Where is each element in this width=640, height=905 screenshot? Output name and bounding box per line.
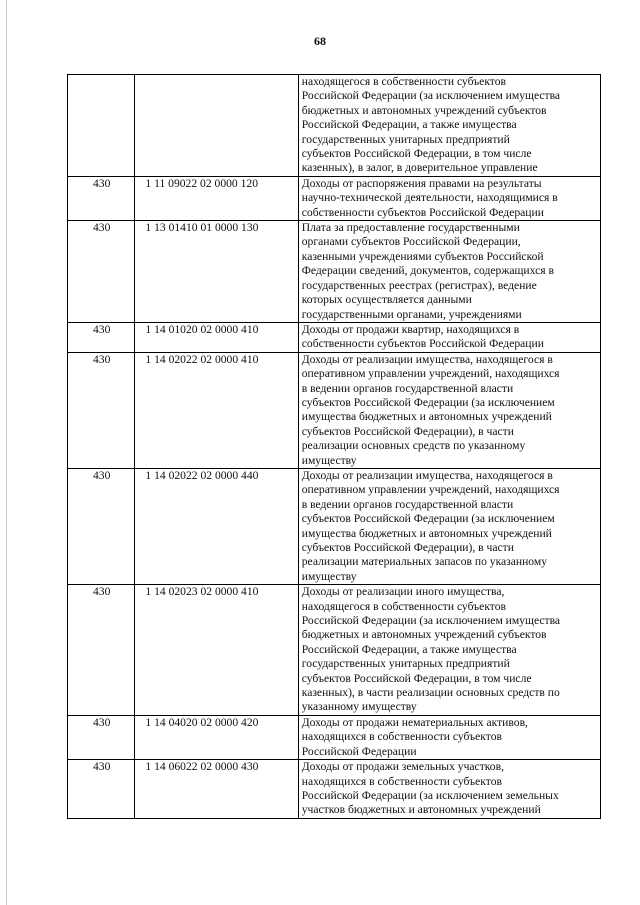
table-row xyxy=(68,585,601,716)
revenue-name-cell xyxy=(298,176,600,220)
revenue-name-line: научно-технической деятельности, находящимися в xyxy=(301,191,558,205)
revenue-name-line: собственности субъектов Российской Федерации xyxy=(301,205,544,219)
revenue-name-line: Доходы от реализации имущества, находящегося в xyxy=(301,468,553,482)
revenue-name-line: в ведении органов государственной власти xyxy=(301,497,514,511)
budget-classification-code-cell: 1 14 01020 02 0000 410 xyxy=(135,322,298,352)
revenue-name-line: казенных), в части реализации основных средств по xyxy=(301,686,560,700)
budget-classification-code-cell: 1 14 02023 02 0000 410 xyxy=(135,585,298,716)
admin-code-cell: 430 xyxy=(68,585,135,716)
revenue-name-cell xyxy=(298,322,600,352)
revenue-name-cell xyxy=(298,352,600,468)
revenue-name-cell xyxy=(298,468,600,584)
admin-code-cell: 430 xyxy=(68,322,135,352)
revenue-name-line: субъектов Российской Федерации), в части xyxy=(301,424,514,438)
revenue-name-line: указанному имуществу xyxy=(301,700,417,714)
revenue-name-line: субъектов Российской Федерации), в части xyxy=(301,541,514,554)
revenue-name-line: Доходы от реализации иного имущества, xyxy=(301,585,505,599)
revenue-name-cell xyxy=(298,75,600,177)
revenue-name-line: Российской Федерации, а также имущества xyxy=(301,118,517,132)
revenue-name-line: Доходы от продажи земельных участков, xyxy=(301,760,504,774)
page-edge-line xyxy=(6,0,7,905)
revenue-name-line: Доходы от реализации имущества, находящегося в xyxy=(301,352,553,366)
revenue-name-line: Доходы от продажи нематериальных активов, xyxy=(301,715,528,729)
revenue-name-line: находящегося в собственности субъектов xyxy=(301,75,506,88)
revenue-name-cell xyxy=(298,760,600,819)
budget-classification-code-cell: 1 11 09022 02 0000 120 xyxy=(135,176,298,220)
table-row xyxy=(68,468,601,584)
revenue-name-line: Российской Федерации (за исключением земельных xyxy=(301,788,559,802)
revenue-name-line: оперативном управлении учреждений, находящихся xyxy=(301,367,560,381)
table-row xyxy=(68,352,601,468)
table-row xyxy=(68,322,601,352)
budget-classification-code-cell: 1 13 01410 01 0000 130 xyxy=(135,221,298,323)
revenue-name-line: бюджетных и автономных учреждений субъектов xyxy=(301,628,547,642)
revenue-name-line: субъектов Российской Федерации, в том числе xyxy=(301,671,532,685)
revenue-name-line: в ведении органов государственной власти xyxy=(301,381,514,395)
revenue-name-cell xyxy=(298,221,600,323)
revenue-name-line: имуществу xyxy=(301,453,357,467)
revenue-name-line: реализации основных средств по указанному xyxy=(301,439,526,453)
revenue-name-line: субъектов Российской Федерации (за исключением xyxy=(301,395,555,409)
revenue-name-cell xyxy=(298,585,600,716)
revenue-name-line: собственности субъектов Российской Федерации xyxy=(301,337,544,351)
table-row xyxy=(68,176,601,220)
revenue-name-line: субъектов Российской Федерации, в том числе xyxy=(301,147,532,161)
revenue-name-line: участков бюджетных и автономных учреждений xyxy=(301,803,541,817)
revenue-name-line: находящихся в собственности субъектов xyxy=(301,774,502,788)
budget-classification-code-cell: 1 14 02022 02 0000 440 xyxy=(135,468,298,584)
budget-classification-code-cell: 1 14 02022 02 0000 410 xyxy=(135,352,298,468)
revenue-name-line: государственных унитарных предприятий xyxy=(301,132,510,146)
revenue-name-line: Доходы от продажи квартир, находящихся в xyxy=(301,322,520,336)
admin-code-cell: 430 xyxy=(68,468,135,584)
revenue-name-line: государственных реестрах (регистрах), ведение xyxy=(301,278,537,292)
budget-classification-code-cell xyxy=(135,75,298,177)
revenue-name-line: бюджетных и автономных учреждений субъектов xyxy=(301,103,547,117)
revenue-name-line: Российской Федерации, а также имущества xyxy=(301,642,517,656)
admin-code-cell: 430 xyxy=(68,760,135,819)
admin-code-cell: 430 xyxy=(68,176,135,220)
admin-code-cell: 430 xyxy=(68,715,135,759)
revenue-name-line: Доходы от распоряжения правами на результаты xyxy=(301,176,542,190)
revenue-name-line: государственными органами, учреждениями xyxy=(301,307,522,321)
table-row xyxy=(68,75,601,177)
revenue-name-line: оперативном управлении учреждений, находящихся xyxy=(301,483,560,497)
revenue-name-line: государственных унитарных предприятий xyxy=(301,657,510,671)
revenue-name-line: реализации материальных запасов по указанному xyxy=(301,555,548,569)
table-row xyxy=(68,221,601,323)
admin-code-cell: 430 xyxy=(68,221,135,323)
revenue-name-cell xyxy=(298,715,600,759)
revenue-name-line: которых осуществляется данными xyxy=(301,293,472,307)
revenue-name-line: казенных), в залог, в доверительное управление xyxy=(301,161,538,175)
revenue-name-line: находящихся в собственности субъектов xyxy=(301,730,502,744)
admin-code-cell xyxy=(68,75,135,177)
revenue-name-line: субъектов Российской Федерации (за исключением xyxy=(301,512,555,526)
table-row xyxy=(68,715,601,759)
revenue-name-line: имуществу xyxy=(301,569,357,583)
revenue-name-line: Российской Федерации (за исключением имущества xyxy=(301,89,561,103)
table-row xyxy=(68,760,601,819)
revenue-name-line: находящегося в собственности субъектов xyxy=(301,599,506,613)
revenue-name-line: Российской Федерации xyxy=(301,744,417,758)
revenue-name-line: казенными учреждениями субъектов Российской xyxy=(301,249,544,263)
revenue-name-line: органами субъектов Российской Федерации, xyxy=(301,235,521,249)
revenue-name-line: Российской Федерации (за исключением имущества xyxy=(301,614,561,628)
page-number: 68 xyxy=(314,34,326,48)
revenue-name-line: Федерации сведений, документов, содержащихся в xyxy=(301,264,554,278)
revenue-name-line: имущества бюджетных и автономных учреждений xyxy=(301,526,552,540)
revenue-name-line: Плата за предоставление государственными xyxy=(301,221,520,235)
admin-code-cell: 430 xyxy=(68,352,135,468)
budget-classification-code-cell: 1 14 06022 02 0000 430 xyxy=(135,760,298,819)
revenue-codes-table xyxy=(67,74,601,819)
table-body xyxy=(68,75,601,819)
revenue-name-line: имущества бюджетных и автономных учреждений xyxy=(301,410,552,424)
budget-classification-code-cell: 1 14 04020 02 0000 420 xyxy=(135,715,298,759)
